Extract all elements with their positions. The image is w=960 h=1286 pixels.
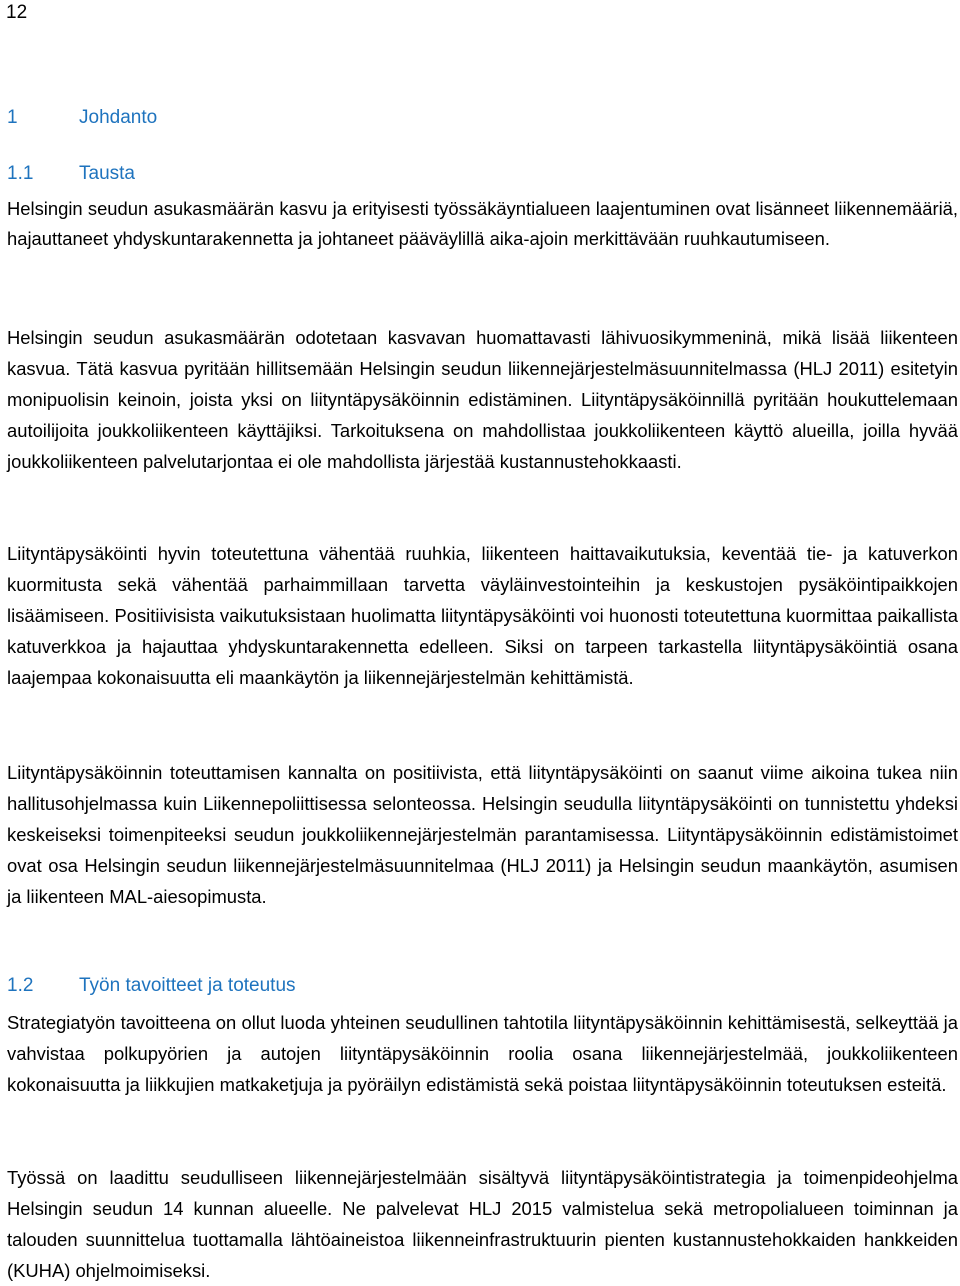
paragraph: Helsingin seudun asukasmäärän odotetaan kasvavan huomattavasti lähivuosikymmeninä, mikä lisää liikenteen kasvua. Tätä kasvua pyritään hillitsemään Helsingin seudun liikennejärjestelmäsuunnitelmassa (HLJ 2011) esitetyin monipuolisin keinoin, joista yksi on liityntäpysäköinnin edistäminen. Liityntäpysäköinnillä pyritään houkuttelemaan autoilijoita joukkoliikenteen käyttäjiksi. Tarkoituksena on mahdollistaa joukkoliikenteen käyttö alueilla, joilla hyvää joukkoliikenteen palvelutarjontaa ei ole mahdollista järjestää kustannustehokkaasti. bbox=[7, 327, 958, 472]
paragraph: Strategiatyön tavoitteena on ollut luoda yhteinen seudullinen tahtotila liityntäpysäköinnin kehittämisestä, selkeyttää ja vahvistaa polkupyörien ja autojen liityntäpysäköinnin roolia osana liikennejärjestelmää, joukkoliikenteen kokonaisuutta ja liikkujien matkaketjuja ja pyöräilyn edistämistä sekä poistaa liityntäpysäköinnin toteutuksen esteitä. bbox=[7, 1012, 958, 1095]
chapter-number: 1 bbox=[7, 107, 18, 128]
section-number: 1.2 bbox=[7, 975, 34, 996]
section-number: 1.1 bbox=[7, 163, 34, 184]
paragraph: Helsingin seudun asukasmäärän kasvu ja erityisesti työssäkäyntialueen laajentuminen ovat lisänneet liikennemääriä, hajauttaneet yhdyskuntarakennetta ja johtaneet pääväylillä aika-ajoin merkittävään ruuhkautumiseen. bbox=[7, 198, 958, 249]
section-title: Tausta bbox=[79, 163, 135, 184]
section-title: Työn tavoitteet ja toteutus bbox=[79, 975, 296, 996]
section-heading-goals bbox=[7, 975, 296, 997]
section-heading-background bbox=[7, 163, 135, 185]
chapter-heading bbox=[7, 107, 157, 129]
chapter-title: Johdanto bbox=[79, 107, 158, 128]
paragraph: Liityntäpysäköinnin toteuttamisen kannalta on positiivista, että liityntäpysäköinti on saanut viime aikoina tukea niin hallitusohjelmassa kuin Liikennepoliittisessa selonteossa. Helsingin seudulla liityntäpysäköinti on tunnistettu yhdeksi keskeiseksi toimenpiteeksi seudun joukkoliikennejärjestelmän parantamisessa. Liityntäpysäköinnin edistämistoimet ovat osa Helsingin seudun liikennejärjestelmäsuunnitelmaa (HLJ 2011) ja Helsingin seudun maankäytön, asumisen ja liikenteen MAL-aiesopimusta. bbox=[7, 762, 958, 907]
paragraph: Työssä on laadittu seudulliseen liikennejärjestelmään sisältyvä liityntäpysäköintistrategia ja toimenpideohjelma Helsingin seudun 14 kunnan alueelle. Ne palvelevat HLJ 2015 valmistelua sekä metropolialueen toiminnan ja talouden suunnittelua tuottamalla lähtöaineistoa liikenneinfrastruktuurin pienten kustannustehokkaiden hankkeiden (KUHA) ohjelmoimiseksi. bbox=[7, 1167, 958, 1281]
paragraph: Liityntäpysäköinti hyvin toteutettuna vähentää ruuhkia, liikenteen haittavaikutuksia, keventää tie- ja katuverkon kuormitusta sekä vähentää parhaimmillaan tarvetta väyläinvestointeihin ja keskustojen pysäköintipaikkojen lisäämiseen. Positiivisista vaikutuksistaan huolimatta liityntäpysäköinti voi huonosti toteutettuna kuormittaa paikallista katuverkkoa ja hajauttaa yhdyskuntarakennetta edelleen. Siksi on tarpeen tarkastella liityntäpysäköintiä osana laajempaa kokonaisuutta eli maankäytön ja liikennejärjestelmän kehittämistä. bbox=[7, 543, 958, 688]
page-number: 12 bbox=[6, 2, 28, 23]
